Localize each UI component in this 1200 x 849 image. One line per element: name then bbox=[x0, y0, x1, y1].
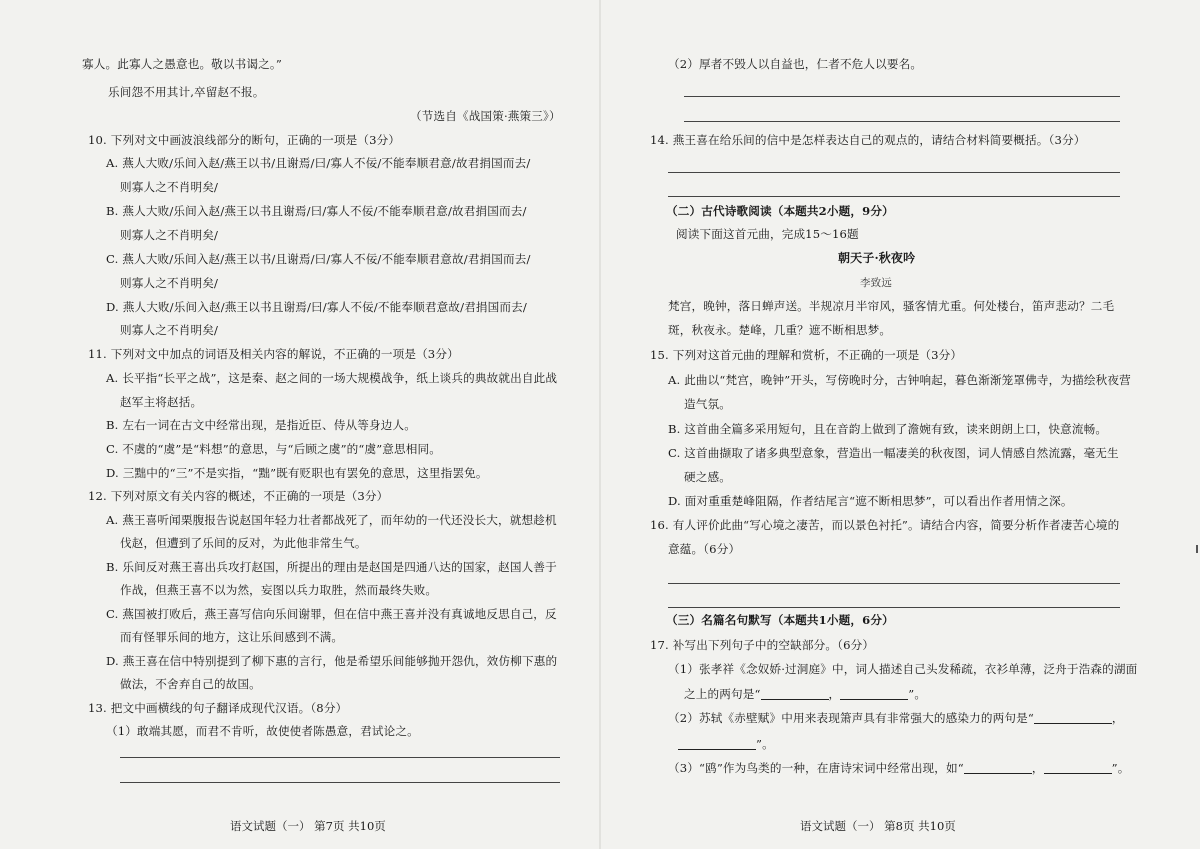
left_page-text-line bbox=[120, 582, 437, 598]
left_page-text-line bbox=[120, 322, 218, 338]
line-text: A. 燕人大败/乐间入赵/燕王以书/且谢焉/曰/寡人不佞/不能奉顺君意/故君捐国而去/ bbox=[106, 156, 531, 170]
right_page-text-line bbox=[650, 517, 1119, 533]
left_page-text-line bbox=[410, 108, 561, 124]
line-text: A. 燕王喜听闻栗腹报告说赵国年轻力壮者都战死了，而年幼的一代还没长大，就想趁机 bbox=[106, 513, 557, 527]
left_page-text-line bbox=[106, 465, 488, 481]
left_page-text-line bbox=[106, 370, 557, 386]
line-text: 做法，不舍弃自己的故国。 bbox=[120, 677, 261, 691]
right_page-text-line bbox=[668, 541, 740, 557]
blank-separator: ， bbox=[1111, 711, 1124, 725]
line-text: 则寡人之不肖明矣/ bbox=[120, 276, 219, 290]
page-footer: 语文试题（一） 第7页 共10页 bbox=[230, 819, 386, 833]
right_page-text-line bbox=[668, 322, 891, 338]
line-text: 朝天子·秋夜吟 bbox=[838, 251, 916, 265]
right_page-text-line bbox=[668, 445, 1119, 461]
fill-blank[interactable] bbox=[761, 687, 829, 700]
line-text: 12. 下列对原文有关内容的概述，不正确的一项是（3分） bbox=[88, 489, 389, 503]
right_page-text-line bbox=[650, 132, 1085, 148]
line-text: B. 乐间反对燕王喜出兵攻打赵国，所提出的理由是赵国是四通八达的国家，赵国人善于 bbox=[106, 560, 557, 574]
blank-separator: ， bbox=[1031, 761, 1044, 775]
left_page-text-line bbox=[88, 488, 388, 504]
line-text: C. 燕人大败/乐间入赵/燕王以书/且谢焉/曰/寡人不佞/不能奉顺君意故/君捐国而去/ bbox=[106, 252, 531, 266]
right_page-text-line bbox=[668, 760, 1129, 776]
line-text: D. 三黜中的“三”不是实指，“黜”既有贬职也有罢免的意思，这里指罢免。 bbox=[106, 466, 488, 480]
line-text: B. 燕人大败/乐间入赵/燕王以书且谢焉/曰/寡人不佞/不能奉顺君意/故君捐国而去/ bbox=[106, 204, 527, 218]
right_page-text-line bbox=[676, 226, 859, 242]
line-text: D. 燕人大败/乐间入赵/燕王以书且谢焉/曰/寡人不佞/不能奉顺君意故/君捐国而去/ bbox=[106, 300, 527, 314]
blank-end: ”。 bbox=[1111, 761, 1130, 775]
right_page-text-line bbox=[668, 421, 1107, 437]
answer-line[interactable] bbox=[668, 172, 1120, 173]
scan-speck bbox=[1196, 545, 1198, 553]
left_page-text-line bbox=[106, 299, 527, 315]
right_page-text-line bbox=[684, 469, 731, 485]
line-text: C. 不虞的“虞”是“料想”的意思，与“后顾之虞”的“虞”意思相同。 bbox=[106, 442, 442, 456]
left_page-text-line bbox=[88, 700, 347, 716]
right_page-text-line bbox=[838, 250, 915, 266]
left_page-text-line bbox=[82, 56, 282, 72]
fill-blank[interactable] bbox=[1044, 761, 1112, 774]
line-text: 造气氛。 bbox=[684, 397, 731, 411]
answer-line[interactable] bbox=[120, 782, 560, 783]
left_page-text-line bbox=[120, 179, 218, 195]
line-text: （节选自《战国策·燕策三》） bbox=[410, 109, 561, 123]
right_page-text-line bbox=[668, 56, 922, 72]
right_page-text-line bbox=[666, 612, 894, 628]
line-text: 作战，但燕王喜不以为然，妄图以兵力取胜，然而最终失败。 bbox=[120, 583, 438, 597]
left_page-text-line bbox=[88, 132, 400, 148]
line-text: 15. 下列对这首元曲的理解和赏析，不正确的一项是（3分） bbox=[650, 348, 963, 362]
answer-line[interactable] bbox=[668, 607, 1120, 608]
left_page-text-line bbox=[120, 227, 218, 243]
right_page-text-line bbox=[684, 396, 731, 412]
line-text: 赵军主将赵括。 bbox=[120, 395, 203, 409]
line-text: 乐间怨不用其计,卒留赵不报。 bbox=[108, 85, 265, 99]
left_page-text-line bbox=[108, 84, 265, 100]
answer-line[interactable] bbox=[668, 583, 1120, 584]
left_page-text-line bbox=[120, 629, 343, 645]
left_page-text-line bbox=[106, 723, 419, 739]
line-text: C. 燕国被打败后，燕王喜写信向乐间谢罪，但在信中燕王喜并没有真诚地反思自己，反 bbox=[106, 607, 557, 621]
right_page-text-line bbox=[650, 637, 874, 653]
line-text: 10. 下列对文中画波浪线部分的断句，正确的一项是（3分） bbox=[88, 133, 401, 147]
page-footer: 语文试题（一） 第8页 共10页 bbox=[800, 819, 956, 833]
line-text: 则寡人之不肖明矣/ bbox=[120, 323, 219, 337]
left_page-text-line bbox=[120, 394, 202, 410]
right_page-text-line bbox=[668, 372, 1131, 388]
left_page-text-line bbox=[106, 512, 557, 528]
right_page-text-line bbox=[684, 686, 926, 702]
left_page-text-line bbox=[88, 346, 459, 362]
right_page-text-line bbox=[860, 275, 892, 291]
left_page-text-line bbox=[106, 606, 557, 622]
line-text: 寡人。此寡人之愚意也。敬以书谒之。” bbox=[82, 57, 282, 71]
line-text: 14. 燕王喜在给乐间的信中是怎样表达自己的观点的，请结合材料简要概括。（3分） bbox=[650, 133, 1086, 147]
left_page-text-line bbox=[106, 653, 557, 669]
fill-blank[interactable] bbox=[1034, 711, 1112, 724]
line-text: D. 燕王喜在信中特别提到了柳下惠的言行，他是希望乐间能够抛开怨仇，效仿柳下惠的 bbox=[106, 654, 558, 668]
line-text: （三）名篇名句默写（本题共1小题，6分） bbox=[666, 613, 894, 627]
left_page-text-line bbox=[120, 275, 218, 291]
fill-blank[interactable] bbox=[840, 687, 908, 700]
right_page-text-line bbox=[666, 203, 894, 219]
line-text: 则寡人之不肖明矣/ bbox=[120, 228, 219, 242]
line-text: 意蕴。（6分） bbox=[668, 542, 741, 556]
blank-separator: ， bbox=[828, 687, 841, 701]
left_page-text-line bbox=[106, 155, 530, 171]
right_page-text-line bbox=[668, 710, 1124, 726]
line-text: 16. 有人评价此曲“写心境之凄苦，而以景色衬托”。请结合内容，简要分析作者凄苦心境的 bbox=[650, 518, 1120, 532]
line-text: （1）张孝祥《念奴娇·过洞庭》中，词人描述自己头发稀疏，衣衫单薄，泛舟于浩森的湖面 bbox=[668, 662, 1138, 676]
right_page-text-line bbox=[678, 736, 774, 752]
line-text: B. 左右一词在古文中经常出现，是指近臣、侍从等身边人。 bbox=[106, 418, 416, 432]
line-text: D. 面对重重楚峰阻隔，作者结尾言“遮不断相思梦”，可以看出作者用情之深。 bbox=[668, 494, 1073, 508]
right_page-text-line bbox=[668, 298, 1114, 314]
right_page-text-line bbox=[668, 493, 1073, 509]
line-text: 11. 下列对文中加点的词语及相关内容的解说，不正确的一项是（3分） bbox=[88, 347, 459, 361]
line-text: 李致远 bbox=[860, 277, 892, 289]
line-text: （2）苏轼《赤壁赋》中用来表现箫声具有非常强大的感染力的两句是“ bbox=[668, 711, 1034, 725]
answer-line[interactable] bbox=[120, 757, 560, 758]
line-text: （2）厚者不毁人以自益也，仁者不危人以要名。 bbox=[668, 57, 923, 71]
line-text: B. 这首曲全篇多采用短句，且在音韵上做到了澹婉有致，读来朗朗上口，快意流畅。 bbox=[668, 422, 1108, 436]
line-text: 梵宫，晚钟，落日蝉声送。半规凉月半帘风，骚客情尤重。何处楼台，笛声悲动？二毛 bbox=[668, 299, 1115, 313]
line-text: A. 长平指“长平之战”，这是秦、赵之间的一场大规模战争，纸上谈兵的典故就出自此战 bbox=[106, 371, 558, 385]
line-text: 17. 补写出下列句子中的空缺部分。（6分） bbox=[650, 638, 875, 652]
line-text: C. 这首曲撷取了诸多典型意象，营造出一幅凄美的秋夜图，词人情感自然流露，毫无生 bbox=[668, 446, 1119, 460]
answer-line[interactable] bbox=[668, 196, 1120, 197]
line-text: 13. 把文中画横线的句子翻译成现代汉语。（8分） bbox=[88, 701, 348, 715]
answer-line[interactable] bbox=[684, 121, 1120, 122]
left_page-text-line bbox=[120, 535, 367, 551]
left_page-text-line bbox=[106, 417, 416, 433]
fill-blank[interactable] bbox=[678, 737, 756, 750]
blank-end: ”。 bbox=[908, 687, 927, 701]
line-text: 之上的两句是“ bbox=[684, 687, 761, 701]
line-text: （3）“鸥”作为鸟类的一种，在唐诗宋词中经常出现，如“ bbox=[668, 761, 964, 775]
right_page-text-line bbox=[668, 661, 1137, 677]
line-text: 阅读下面这首元曲，完成15～16题 bbox=[676, 227, 859, 241]
line-text: （二）古代诗歌阅读（本题共2小题，9分） bbox=[666, 204, 894, 218]
left_page-text-line bbox=[106, 559, 557, 575]
left_page-text-line bbox=[106, 251, 531, 267]
answer-line[interactable] bbox=[684, 96, 1120, 97]
line-text: A. 此曲以“梵宫，晚钟”开头，写傍晚时分，古钟响起，暮色渐渐笼罩佛寺，为描绘秋夜营 bbox=[668, 373, 1131, 387]
fill-blank[interactable] bbox=[964, 761, 1032, 774]
line-text: 而有怪罪乐间的地方，这让乐间感到不满。 bbox=[120, 630, 344, 644]
line-text: 硬之感。 bbox=[684, 470, 731, 484]
left_page-text-line bbox=[106, 441, 441, 457]
left_page-text-line bbox=[106, 203, 527, 219]
line-text: （1）敢端其愿，而君不肯听，故使使者陈愚意，君试论之。 bbox=[106, 724, 419, 738]
line-text: 伐赵，但遭到了乐间的反对，为此他非常生气。 bbox=[120, 536, 367, 550]
line-text: 则寡人之不肖明矣/ bbox=[120, 180, 219, 194]
line-text: 斑，秋夜永。楚峰，几重？遮不断相思梦。 bbox=[668, 323, 892, 337]
right_page-text-line bbox=[650, 347, 962, 363]
left_page-text-line bbox=[120, 676, 261, 692]
line-text: ”。 bbox=[756, 737, 774, 751]
